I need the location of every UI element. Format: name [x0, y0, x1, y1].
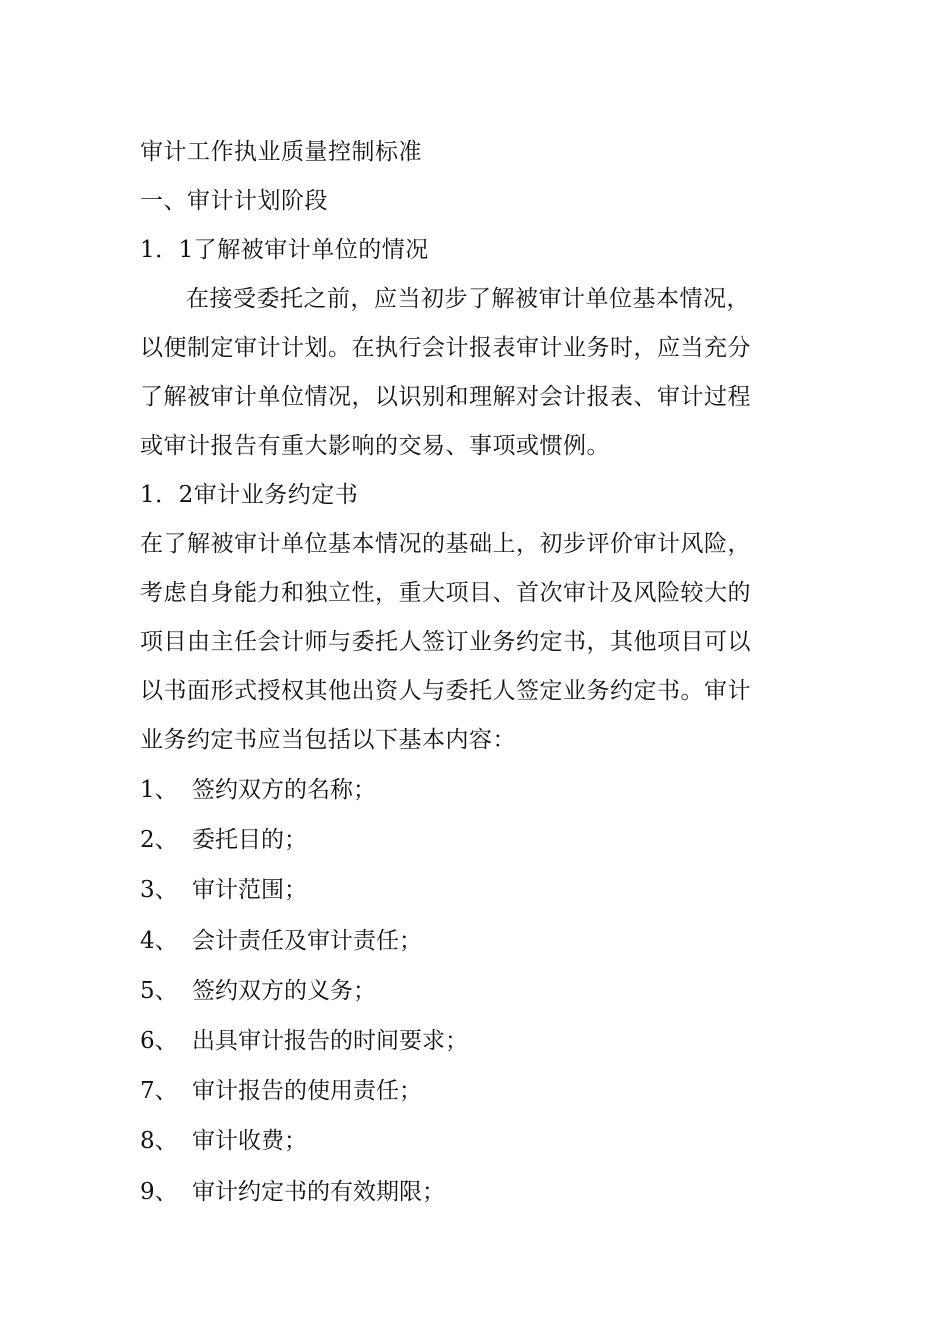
paragraph-line: 在接受委托之前，应当初步了解被审计单位基本情况，: [186, 286, 750, 312]
section-heading: 一、审计计划阶段: [140, 188, 328, 214]
list-item-number: 6、: [140, 1027, 178, 1054]
list-item: [140, 1016, 820, 1066]
list-item-text: 审计范围；: [192, 877, 307, 904]
numbered-list: [140, 765, 820, 1217]
paragraph-line: 或审计报告有重大影响的交易、事项或惯例。: [140, 433, 610, 459]
list-item-text: 委托目的；: [192, 827, 307, 854]
list-item-text: 审计约定书的有效期限；: [192, 1178, 445, 1205]
subsection-heading: 1．1了解被审计单位的情况: [140, 237, 429, 263]
list-item: [140, 1116, 820, 1166]
paragraph-line: 项目由主任会计师与委托人签订业务约定书，其他项目可以: [140, 629, 751, 655]
subsection-heading: 1．2审计业务约定书: [140, 482, 359, 508]
list-item-text: 签约双方的义务；: [192, 977, 376, 1004]
list-item-number: 1、: [140, 777, 178, 803]
list-item-text: 审计收费；: [192, 1128, 307, 1155]
list-item: [140, 765, 820, 815]
list-item: [140, 1066, 820, 1116]
list-item-text: 审计报告的使用责任；: [192, 1078, 422, 1105]
list-item-number: 4、: [140, 927, 178, 954]
paragraph-line: 考虑自身能力和独立性，重大项目、首次审计及风险较大的: [140, 580, 751, 606]
paragraph: [140, 275, 820, 471]
list-item-number: 9、: [140, 1178, 178, 1205]
list-item: [140, 916, 820, 966]
paragraph-line: 在了解被审计单位基本情况的基础上，初步评价审计风险，: [140, 531, 751, 557]
list-item-number: 2、: [140, 827, 178, 854]
list-item: [140, 1167, 820, 1217]
paragraph-line: 业务约定书应当包括以下基本内容：: [140, 727, 516, 753]
document-title: 审计工作执业质量控制标准: [140, 139, 422, 165]
paragraph-line: 了解被审计单位情况，以识别和理解对会计报表、审计过程: [140, 384, 751, 410]
list-item-number: 8、: [140, 1128, 178, 1155]
list-item-text: 会计责任及审计责任；: [192, 927, 422, 954]
list-item-number: 7、: [140, 1078, 178, 1105]
paragraph: [140, 520, 820, 765]
paragraph-line: 以书面形式授权其他出资人与委托人签定业务约定书。审计: [140, 678, 751, 704]
list-item: [140, 815, 820, 865]
list-item-text: 签约双方的名称；: [192, 777, 376, 803]
document-page: [140, 128, 820, 1217]
paragraph-line: 以便制定审计计划。在执行会计报表审计业务时，应当充分: [140, 335, 751, 361]
list-item-text: 出具审计报告的时间要求；: [192, 1027, 468, 1054]
list-item: [140, 865, 820, 915]
list-item: [140, 966, 820, 1016]
list-item-number: 5、: [140, 977, 178, 1004]
list-item-number: 3、: [140, 877, 178, 904]
